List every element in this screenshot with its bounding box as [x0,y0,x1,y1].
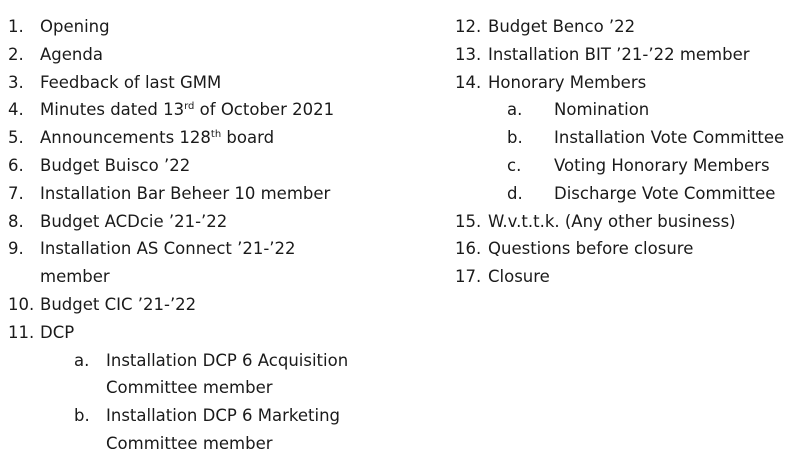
subitem-letter: a. [74,350,90,370]
agenda-subitem [455,180,795,208]
subitem-text: Voting Honorary Members [554,155,770,175]
item-text-part: board [221,128,275,148]
subitem-letter: b. [507,128,523,148]
agenda-item [8,152,438,180]
subitem-text: Discharge Vote Committee [554,183,776,203]
agenda-item [8,69,438,97]
item-text-line: member [40,267,110,287]
agenda-right-column [455,13,795,291]
agenda-subitem [8,402,438,458]
item-text: Questions before closure [488,239,694,259]
agenda-left-column [8,13,438,458]
item-number: 1. [8,17,24,36]
agenda-item [8,96,438,124]
item-number: 7. [8,183,24,203]
item-text [8,124,438,152]
subitem-text: Nomination [554,100,650,120]
agenda-item [8,41,438,69]
ordinal-suffix: th [210,129,222,141]
subitem-letter: c. [507,155,522,175]
subitem-text: Installation Vote Committee [554,128,785,148]
item-number: 9. [8,239,24,259]
item-number: 4. [8,100,24,120]
item-number: 10. [8,294,35,314]
item-text: W.v.t.t.k. (Any other business) [488,211,736,231]
item-text: Opening [40,17,110,36]
item-text-part: Announcements 128 [40,128,211,148]
agenda-item [8,235,438,291]
item-text: DCP [40,322,75,342]
item-number: 14. [455,72,482,92]
item-number: 12. [455,17,482,36]
agenda-item [455,263,795,291]
item-number: 3. [8,72,24,92]
subitem-letter: b. [74,406,90,426]
item-text: Agenda [40,44,103,64]
subitem-letter: a. [507,100,523,120]
item-number: 6. [8,155,24,175]
agenda-item [455,41,795,69]
agenda-item [455,235,795,263]
agenda-item [8,208,438,236]
item-number: 13. [455,44,482,64]
item-number: 15. [455,211,482,231]
agenda-item [8,319,438,347]
item-text: Budget ACDcie ’21-’22 [40,211,228,231]
item-text: Budget Buisco ’22 [40,155,191,175]
item-text: Installation Bar Beheer 10 member [40,183,331,203]
subitem-letter: d. [507,183,523,203]
item-text: Feedback of last GMM [40,72,222,92]
item-text [8,96,438,124]
item-number: 8. [8,211,24,231]
item-text-line: Installation AS Connect ’21-’22 [40,239,296,259]
agenda-subitem [455,96,795,124]
item-text-part: Minutes dated 13 [40,100,185,120]
ordinal-suffix: rd [184,101,195,113]
item-number: 2. [8,44,24,64]
agenda-subitem [455,124,795,152]
item-text: Honorary Members [488,72,647,92]
subitem-text-line: Installation DCP 6 Marketing [106,406,341,426]
item-number: 11. [8,322,35,342]
agenda-item [455,208,795,236]
subitem-text-line: Committee member [106,378,273,398]
agenda-item [8,291,438,319]
item-number: 17. [455,267,482,287]
agenda-item [8,180,438,208]
item-number: 16. [455,239,482,259]
subitem-text-line: Installation DCP 6 Acquisition [106,350,349,370]
item-text: Budget Benco ’22 [488,17,636,36]
agenda-item [455,13,795,41]
agenda-subitem [8,347,438,403]
item-text: Closure [488,267,550,287]
agenda-subitem [455,152,795,180]
item-text: Budget CIC ’21-’22 [40,294,197,314]
item-text: Installation BIT ’21-’22 member [488,44,750,64]
item-text-part: of October 2021 [194,100,335,120]
agenda-item [8,124,438,152]
agenda-item [8,13,438,41]
agenda-item [455,69,795,97]
item-number: 5. [8,128,24,148]
subitem-text-line: Committee member [106,433,273,453]
